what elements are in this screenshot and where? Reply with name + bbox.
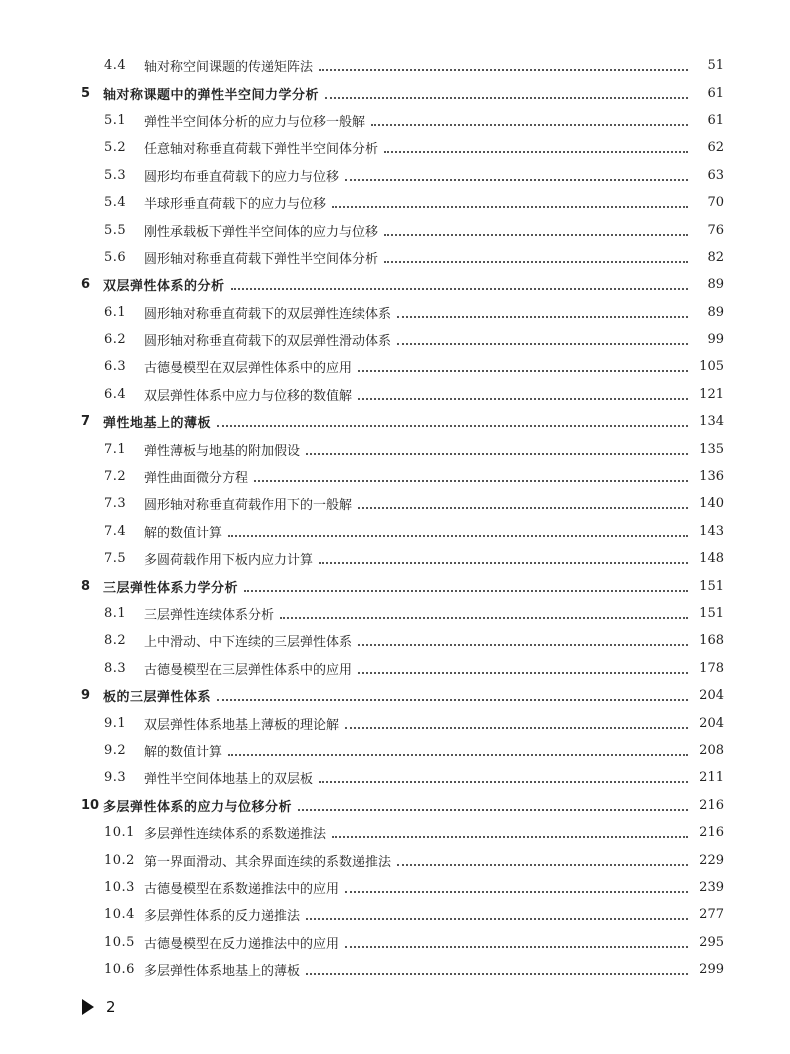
- toc-section-entry: [0, 381, 790, 408]
- toc-chapter-entry: [0, 682, 790, 709]
- dot-leader: [358, 643, 688, 646]
- entry-number: 5.1: [104, 112, 127, 128]
- toc-section-entry: [0, 134, 790, 161]
- toc-chapter-entry: [0, 79, 790, 106]
- entry-title: 三层弹性体系力学分析: [103, 580, 239, 596]
- dot-leader: [319, 561, 688, 564]
- entry-title: 板的三层弹性体系: [103, 690, 212, 706]
- dot-leader: [384, 150, 688, 153]
- entry-number: 8: [81, 578, 91, 594]
- entry-number: 4.4: [104, 58, 127, 74]
- entry-number: 10.1: [104, 825, 135, 841]
- entry-page: 208: [699, 742, 724, 758]
- entry-title: 多层弹性连续体系的系数递推法: [144, 827, 327, 843]
- dot-leader: [397, 315, 688, 318]
- dot-leader: [319, 780, 688, 783]
- entry-number: 10.4: [104, 907, 135, 923]
- toc-section-entry: [0, 600, 790, 627]
- entry-page: 61: [707, 85, 724, 101]
- entry-number: 5.4: [104, 195, 127, 211]
- entry-page: 136: [699, 469, 724, 485]
- entry-number: 5.6: [104, 249, 127, 265]
- entry-number: 7.1: [104, 441, 127, 457]
- toc-section-entry: [0, 189, 790, 216]
- entry-page: 82: [707, 249, 724, 265]
- entry-title: 多层弹性体系的反力递推法: [144, 909, 301, 925]
- toc-section-entry: [0, 326, 790, 353]
- entry-number: 10.5: [104, 934, 135, 950]
- dot-leader: [332, 835, 688, 838]
- toc-section-entry: [0, 929, 790, 956]
- entry-title: 双层弹性体系地基上薄板的理论解: [144, 717, 340, 733]
- entry-page: 151: [699, 578, 724, 594]
- dot-leader: [244, 589, 688, 592]
- entry-number: 7: [81, 414, 91, 430]
- entry-title: 古德曼模型在三层弹性体系中的应用: [144, 662, 353, 678]
- dot-leader: [345, 945, 688, 948]
- entry-title: 弹性薄板与地基的附加假设: [144, 443, 301, 459]
- entry-page: 89: [707, 304, 724, 320]
- toc-section-entry: [0, 299, 790, 326]
- toc-section-entry: [0, 244, 790, 271]
- dot-leader: [306, 452, 688, 455]
- entry-number: 7.3: [104, 496, 127, 512]
- entry-page: 148: [699, 551, 724, 567]
- toc-section-entry: [0, 764, 790, 791]
- toc-section-entry: [0, 627, 790, 654]
- dot-leader: [228, 753, 688, 756]
- entry-number: 10.6: [104, 962, 135, 978]
- entry-number: 5.5: [104, 222, 127, 238]
- dot-leader: [217, 424, 688, 427]
- entry-page: 76: [707, 222, 724, 238]
- dot-leader: [332, 205, 688, 208]
- entry-title: 圆形轴对称垂直荷载下的双层弹性连续体系: [144, 306, 392, 322]
- entry-page: 299: [699, 962, 724, 978]
- entry-page: 204: [699, 715, 724, 731]
- entry-page: 143: [699, 523, 724, 539]
- dot-leader: [397, 863, 688, 866]
- toc-section-entry: [0, 737, 790, 764]
- toc-chapter-entry: [0, 271, 790, 298]
- toc-section-entry: [0, 956, 790, 983]
- entry-title: 任意轴对称垂直荷载下弹性半空间体分析: [144, 142, 379, 158]
- dot-leader: [358, 506, 688, 509]
- entry-number: 9.3: [104, 770, 127, 786]
- entry-page: 229: [699, 852, 724, 868]
- entry-title: 多圆荷载作用下板内应力计算: [144, 553, 314, 569]
- entry-title: 双层弹性体系的分析: [103, 279, 225, 295]
- dot-leader: [358, 397, 688, 400]
- entry-page: 134: [699, 414, 724, 430]
- entry-number: 7.5: [104, 551, 127, 567]
- dot-leader: [345, 726, 688, 729]
- table-of-contents: [0, 52, 790, 983]
- dot-leader: [298, 808, 688, 811]
- entry-number: 6.3: [104, 359, 127, 375]
- entry-page: 61: [707, 112, 724, 128]
- entry-title: 多层弹性体系地基上的薄板: [144, 964, 301, 980]
- entry-page: 277: [699, 907, 724, 923]
- toc-section-entry: [0, 216, 790, 243]
- dot-leader: [384, 260, 688, 263]
- entry-page: 204: [699, 688, 724, 704]
- toc-section-entry: [0, 819, 790, 846]
- entry-title: 上中滑动、中下连续的三层弹性体系: [144, 635, 353, 651]
- entry-title: 弹性半空间体分析的应力与位移一般解: [144, 114, 366, 130]
- entry-title: 圆形轴对称垂直荷载作用下的一般解: [144, 498, 353, 514]
- entry-number: 6.2: [104, 332, 127, 348]
- toc-section-entry: [0, 518, 790, 545]
- triangle-marker-icon: [82, 999, 94, 1015]
- entry-page: 151: [699, 606, 724, 621]
- entry-page: 105: [699, 359, 724, 375]
- entry-page: 51: [707, 58, 724, 74]
- toc-section-entry: [0, 463, 790, 490]
- dot-leader: [217, 698, 688, 701]
- page-footer: [82, 998, 116, 1016]
- entry-title: 弹性曲面微分方程: [144, 471, 249, 487]
- entry-title: 弹性地基上的薄板: [103, 416, 212, 432]
- entry-number: 10: [81, 797, 100, 813]
- entry-title: 解的数值计算: [144, 525, 223, 541]
- dot-leader: [306, 972, 688, 975]
- entry-title: 解的数值计算: [144, 744, 223, 760]
- entry-number: 5: [81, 85, 91, 101]
- entry-page: 239: [699, 879, 724, 895]
- entry-page: 168: [699, 633, 724, 649]
- entry-title: 弹性半空间体地基上的双层板: [144, 772, 314, 788]
- entry-number: 7.2: [104, 469, 127, 485]
- entry-page: 211: [699, 770, 724, 786]
- entry-page: 62: [707, 140, 724, 156]
- entry-title: 三层弹性连续体系分析: [144, 608, 275, 623]
- entry-title: 轴对称课题中的弹性半空间力学分析: [103, 87, 320, 103]
- toc-chapter-entry: [0, 572, 790, 599]
- entry-title: 圆形轴对称垂直荷载下弹性半空间体分析: [144, 251, 379, 267]
- entry-title: 圆形轴对称垂直荷载下的双层弹性滑动体系: [144, 334, 392, 350]
- toc-section-entry: [0, 874, 790, 901]
- toc-section-entry: [0, 846, 790, 873]
- entry-number: 7.4: [104, 523, 127, 539]
- entry-page: 121: [699, 386, 724, 402]
- dot-leader: [345, 890, 688, 893]
- entry-page: 70: [707, 195, 724, 211]
- dot-leader: [384, 233, 688, 236]
- toc-section-entry: [0, 107, 790, 134]
- entry-page: 63: [707, 167, 724, 183]
- entry-number: 9: [81, 688, 91, 704]
- dot-leader: [358, 671, 688, 674]
- entry-title: 轴对称空间课题的传递矩阵法: [144, 60, 314, 76]
- toc-chapter-entry: [0, 792, 790, 819]
- dot-leader: [306, 917, 688, 920]
- entry-number: 6.4: [104, 386, 127, 402]
- entry-number: 8.2: [104, 633, 127, 649]
- entry-number: 10.3: [104, 879, 135, 895]
- toc-section-entry: [0, 901, 790, 928]
- toc-section-entry: [0, 655, 790, 682]
- entry-number: 5.2: [104, 140, 127, 156]
- entry-page: 99: [707, 332, 724, 348]
- entry-page: 135: [699, 441, 724, 457]
- entry-title: 古德曼模型在系数递推法中的应用: [144, 881, 340, 897]
- dot-leader: [280, 616, 688, 619]
- entry-page: 89: [707, 277, 724, 293]
- entry-number: 9.2: [104, 742, 127, 758]
- entry-number: 6.1: [104, 304, 127, 320]
- dot-leader: [397, 342, 688, 345]
- entry-page: 295: [699, 934, 724, 950]
- entry-title: 古德曼模型在反力递推法中的应用: [144, 936, 340, 952]
- dot-leader: [358, 369, 688, 372]
- entry-title: 刚性承载板下弹性半空间体的应力与位移: [144, 224, 379, 240]
- toc-section-entry: [0, 490, 790, 517]
- dot-leader: [325, 96, 688, 99]
- entry-page: 216: [699, 797, 724, 813]
- dot-leader: [228, 534, 688, 537]
- dot-leader: [254, 479, 688, 482]
- entry-number: 8.3: [104, 660, 127, 676]
- entry-number: 8.1: [104, 606, 127, 621]
- toc-section-entry: [0, 435, 790, 462]
- dot-leader: [345, 178, 688, 181]
- dot-leader: [319, 68, 688, 71]
- entry-title: 半球形垂直荷载下的应力与位移: [144, 197, 327, 213]
- entry-number: 10.2: [104, 852, 135, 868]
- page-number: 2: [106, 998, 116, 1016]
- entry-title: 古德曼模型在双层弹性体系中的应用: [144, 361, 353, 377]
- toc-section-entry: [0, 545, 790, 572]
- entry-number: 5.3: [104, 167, 127, 183]
- entry-title: 双层弹性体系中应力与位移的数值解: [144, 388, 353, 404]
- entry-page: 178: [699, 660, 724, 676]
- entry-page: 216: [699, 825, 724, 841]
- toc-section-entry: [0, 162, 790, 189]
- entry-title: 第一界面滑动、其余界面连续的系数递推法: [144, 854, 392, 870]
- toc-chapter-entry: [0, 408, 790, 435]
- dot-leader: [371, 123, 688, 126]
- entry-title: 圆形均布垂直荷载下的应力与位移: [144, 169, 340, 185]
- toc-section-entry: [0, 52, 790, 79]
- entry-number: 9.1: [104, 715, 127, 731]
- toc-section-entry: [0, 353, 790, 380]
- dot-leader: [231, 287, 688, 290]
- entry-page: 140: [699, 496, 724, 512]
- entry-title: 多层弹性体系的应力与位移分析: [103, 799, 293, 815]
- toc-section-entry: [0, 709, 790, 736]
- entry-number: 6: [81, 277, 91, 293]
